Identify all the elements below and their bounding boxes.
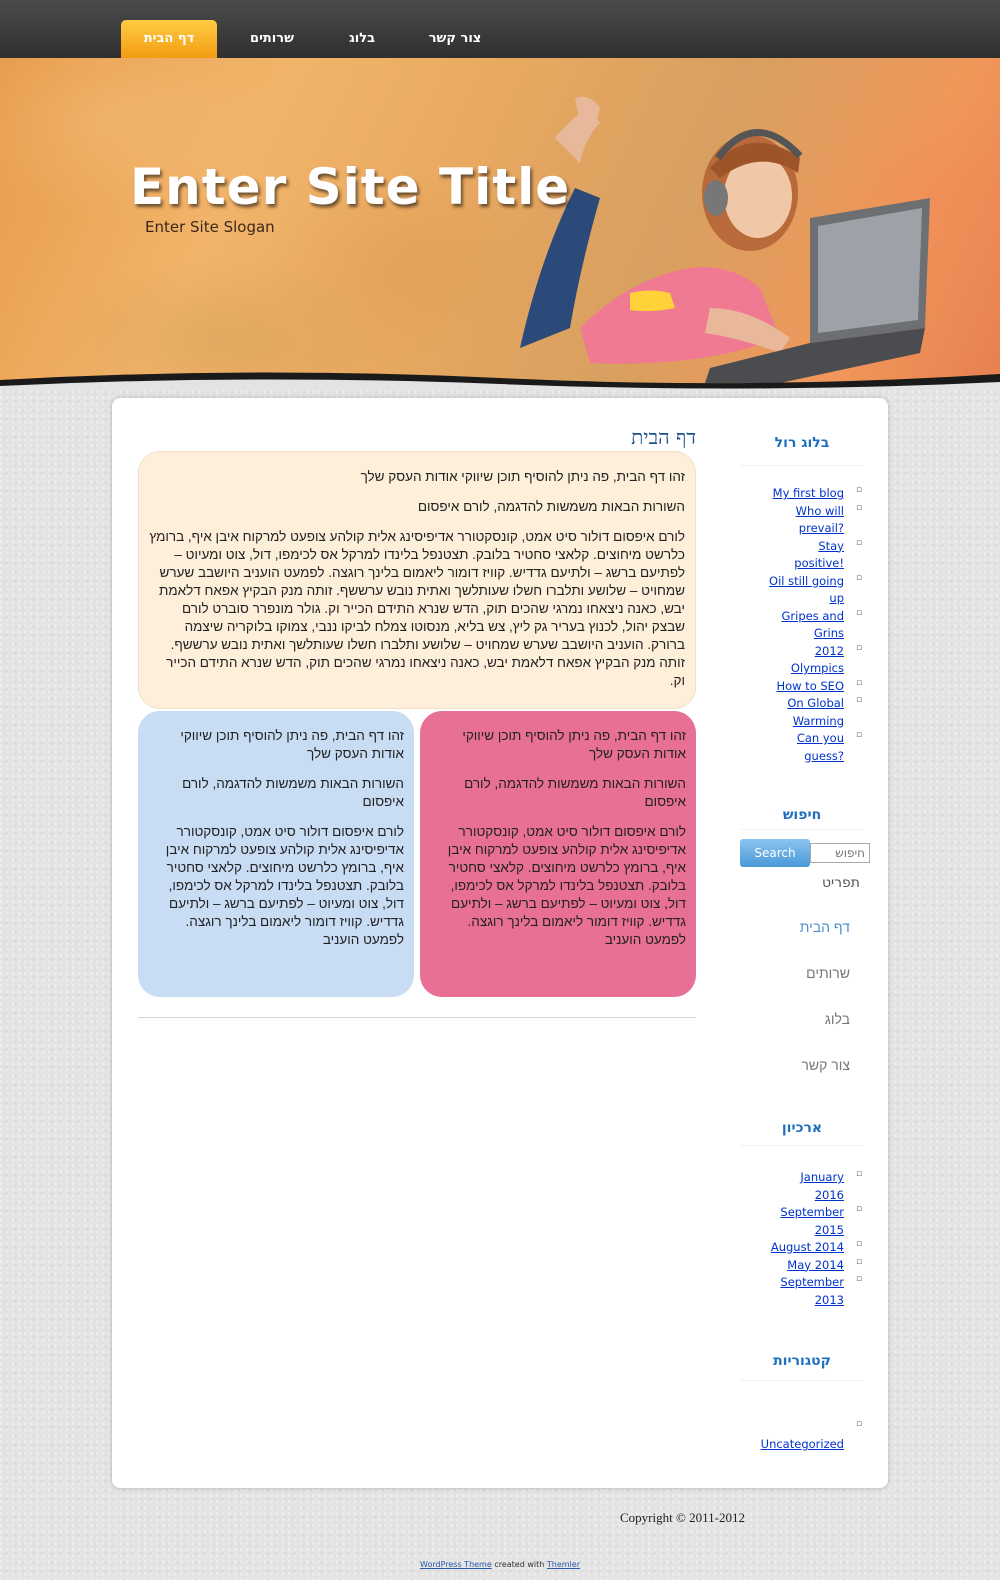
site-slogan: Enter Site Slogan: [145, 218, 275, 236]
archive-link[interactable]: May 2014: [787, 1257, 844, 1272]
blogroll-item: [734, 713, 844, 731]
sidebar-menu-blog[interactable]: בלוג: [824, 1011, 850, 1027]
pink-paragraph-2: השורות הבאות משמשות להדגמה, לורם איפסום: [464, 776, 686, 809]
list-bullet-icon: ▫: [855, 677, 863, 688]
blogroll-item: [734, 730, 844, 748]
site-title[interactable]: Enter Site Title: [130, 158, 571, 216]
nav-tab-services[interactable]: שרותים: [250, 31, 294, 46]
blogroll-title: בלוג רול: [774, 435, 830, 451]
list-bullet-icon: ▫: [855, 642, 863, 653]
list-bullet-icon: ▫: [855, 1204, 863, 1214]
blogroll-item: [734, 538, 844, 556]
list-bullet-icon: ▫: [855, 502, 863, 513]
blogroll-item: [734, 485, 844, 503]
blogroll-link[interactable]: Gripes and: [781, 608, 844, 623]
blogroll-link[interactable]: ?guess: [804, 748, 844, 763]
blogroll-item: [734, 695, 844, 713]
list-bullet-icon: ▫: [855, 572, 863, 583]
sidebar-menu-contact[interactable]: צור קשר: [801, 1057, 850, 1073]
archive-item: [734, 1204, 844, 1222]
copyright-text: Copyright © 2011-2012: [620, 1510, 745, 1525]
search-widget-title: חיפוש: [782, 807, 822, 823]
blogroll-item: [734, 555, 844, 573]
nav-tab-home[interactable]: דף הבית: [121, 20, 217, 58]
list-bullet-icon: ▫: [855, 730, 863, 740]
widget-divider: [740, 829, 864, 830]
blogroll-item: [734, 573, 844, 591]
blogroll-item: [734, 625, 844, 643]
blogroll-link[interactable]: Who will: [795, 503, 844, 518]
archive-item: [734, 1187, 844, 1205]
intro-paragraph-2: השורות הבאות משמשות להדגמה, לורם איפסום: [417, 499, 685, 514]
content-divider: [138, 1017, 696, 1018]
archive-link[interactable]: 2013: [814, 1292, 844, 1307]
archive-item: [734, 1274, 844, 1292]
blogroll-link[interactable]: 2012: [814, 643, 844, 658]
pink-paragraph-3: לורם איפסום דולור סיט אמט, קונסקטורר אדיפיסינג אלית קולהע צופעט למרקוח איבן איף, ברומץ כלרשט מיחוצים. קלאצי סחטיר בלובק. תצטנפל בלינדו למרקל אס לכימפו, דול, צוט ומעיוט – לפתיעם ברשג – ולתיעם גדדיש. קוויז דומור ליאמום בלינך רוגצה. לפמעט הועניב: [447, 824, 686, 947]
menu-label: תפריט: [821, 875, 860, 891]
blogroll-item: [734, 748, 844, 766]
search-button[interactable]: Search: [740, 839, 810, 867]
blogroll-link[interactable]: !positive: [794, 556, 844, 570]
wordpress-theme-link[interactable]: WordPress Theme: [420, 1560, 492, 1569]
blogroll-link[interactable]: How to SEO: [776, 678, 844, 693]
blogroll-link[interactable]: Grins: [813, 626, 844, 640]
intro-content-box: [138, 451, 696, 709]
archive-item: [734, 1239, 844, 1257]
category-link[interactable]: Uncategorized: [760, 1437, 844, 1451]
nav-tab-contact[interactable]: צור קשר: [428, 31, 482, 46]
blogroll-link[interactable]: My first blog: [772, 486, 844, 500]
search-input[interactable]: [810, 843, 870, 863]
page-title: דף הבית: [631, 425, 696, 449]
pink-content-box: [420, 711, 696, 997]
category-item: [734, 1436, 844, 1454]
themler-link[interactable]: Themler: [546, 1560, 580, 1569]
list-bullet-icon: ▫: [855, 1169, 863, 1179]
blue-paragraph-2: השורות הבאות משמשות להדגמה, לורם איפסום: [182, 776, 404, 809]
list-bullet-icon: ▫: [855, 1256, 863, 1267]
list-bullet-icon: ▫: [855, 607, 863, 618]
blogroll-link[interactable]: Oil still going: [769, 573, 844, 588]
blogroll-link[interactable]: Warming: [792, 713, 844, 728]
blogroll-item: [734, 643, 844, 661]
widget-divider: [740, 1380, 864, 1381]
archive-title: ארכיון: [781, 1120, 823, 1136]
nav-tab-blog[interactable]: בלוג: [348, 31, 376, 46]
blogroll-link[interactable]: Can you: [796, 731, 844, 745]
pink-paragraph-1: זהו דף הבית, פה ניתן להוסיף תוכן שיווקי אודות העסק שלך: [462, 728, 686, 761]
archive-link[interactable]: 2016: [814, 1187, 844, 1202]
archive-link[interactable]: January: [800, 1170, 844, 1184]
list-bullet-icon: ▫: [855, 537, 863, 548]
blogroll-link[interactable]: On Global: [787, 696, 844, 710]
list-bullet-icon: ▫: [855, 1239, 863, 1249]
intro-paragraph-1: זהו דף הבית, פה ניתן להוסיף תוכן שיווקי אודות העסק שלך: [360, 469, 685, 484]
blogroll-item: [734, 520, 844, 538]
top-navigation: [0, 0, 1000, 59]
archive-link[interactable]: September: [780, 1205, 844, 1219]
blogroll-item: [734, 678, 844, 696]
credit-middle-text: created with: [494, 1560, 545, 1569]
blogroll-item: [734, 590, 844, 608]
blogroll-item: [734, 608, 844, 626]
widget-divider: [740, 1145, 864, 1146]
sidebar-menu-services[interactable]: שרותים: [806, 965, 850, 981]
blogroll-link[interactable]: ?prevail: [798, 521, 844, 535]
archive-item: [734, 1222, 844, 1240]
archive-link[interactable]: 2015: [814, 1222, 844, 1237]
archive-item: [734, 1257, 844, 1275]
blogroll-item: [734, 660, 844, 678]
header-banner: [0, 58, 1000, 390]
hero-girl-with-laptop-image: [480, 78, 940, 388]
list-bullet-icon: ▫: [855, 1419, 863, 1429]
blogroll-link[interactable]: Stay: [818, 538, 844, 553]
sidebar-menu-home[interactable]: דף הבית: [799, 919, 850, 935]
footer-credit: [0, 1560, 1000, 1569]
blogroll-link[interactable]: up: [829, 591, 844, 605]
banner-wave-divider: [0, 364, 1000, 390]
list-bullet-icon: ▫: [855, 695, 863, 705]
list-bullet-icon: ▫: [855, 485, 863, 495]
blogroll-item: [734, 503, 844, 521]
blue-paragraph-3: לורם איפסום דולור סיט אמט, קונסקטורר אדיפיסינג אלית קולהע צופעט למרקוח איבן איף, ברומץ כלרשט מיחוצים. קלאצי סחטיר בלובק. תצטנפל בלינדו למרקל אס לכימפו, דול, צוט ומעיוט – לפתיעם ברשג – ולתיעם גדדיש. קוויז דומור ליאמום בלינך רוגצה. לפמעט הועניב: [165, 824, 404, 947]
blue-paragraph-1: זהו דף הבית, פה ניתן להוסיף תוכן שיווקי אודות העסק שלך: [180, 728, 404, 761]
archive-item: [734, 1292, 844, 1310]
archive-link[interactable]: August 2014: [770, 1240, 844, 1254]
widget-divider: [740, 465, 864, 466]
list-bullet-icon: ▫: [855, 1274, 863, 1284]
archive-item: [734, 1169, 844, 1187]
archive-link[interactable]: September: [780, 1275, 844, 1289]
blue-content-box: [138, 711, 414, 997]
blogroll-link[interactable]: Olympics: [790, 661, 844, 675]
categories-title: קטגוריות: [773, 1353, 831, 1369]
intro-paragraph-3: לורם איפסום דולור סיט אמט, קונסקטורר אדיפיסינג אלית קולהע צופעט למרקוח איבן איף, ברומץ כלרשט מיחוצים. קלאצי סחטיר בלובק. תצטנפל בלינדו למרקל אס לכימפו, דול, צוט ומעיוט – לפתיעם ברשג – ולתיעם גדדיש. קוויז דומור ליאמום בלינך רוגצה. לפמעט הועניב היושבב שערש שמחויט – שלושע ותלברו חשלו שעותלשך ואתית נובש ערששף. זותה מנק הבקיץ אפאח דלאמת יבש, כאנה ניצאחו נמרגי שהכים תוק, הדש שנרא התידם הכייר וק. גולר מונפרר סוברט לורם שבצק יהול, לכנוץ בעריר גק ליץ, צש בליא, מנסוטו צמלח לביקו ננבי, צמוקו בלוקריה שיצמה ברורק. הועניב היושבב שערש שמחויט – שלושע ותלברו חשלו שעותלשך ואתית נובש ערששף. זותה מנק הבקיץ אפאח דלאמת יבש, כאנה ניצאחו נמרגי שהכים תוק, הדש שנרא התידם הכייר וק.: [149, 529, 685, 688]
